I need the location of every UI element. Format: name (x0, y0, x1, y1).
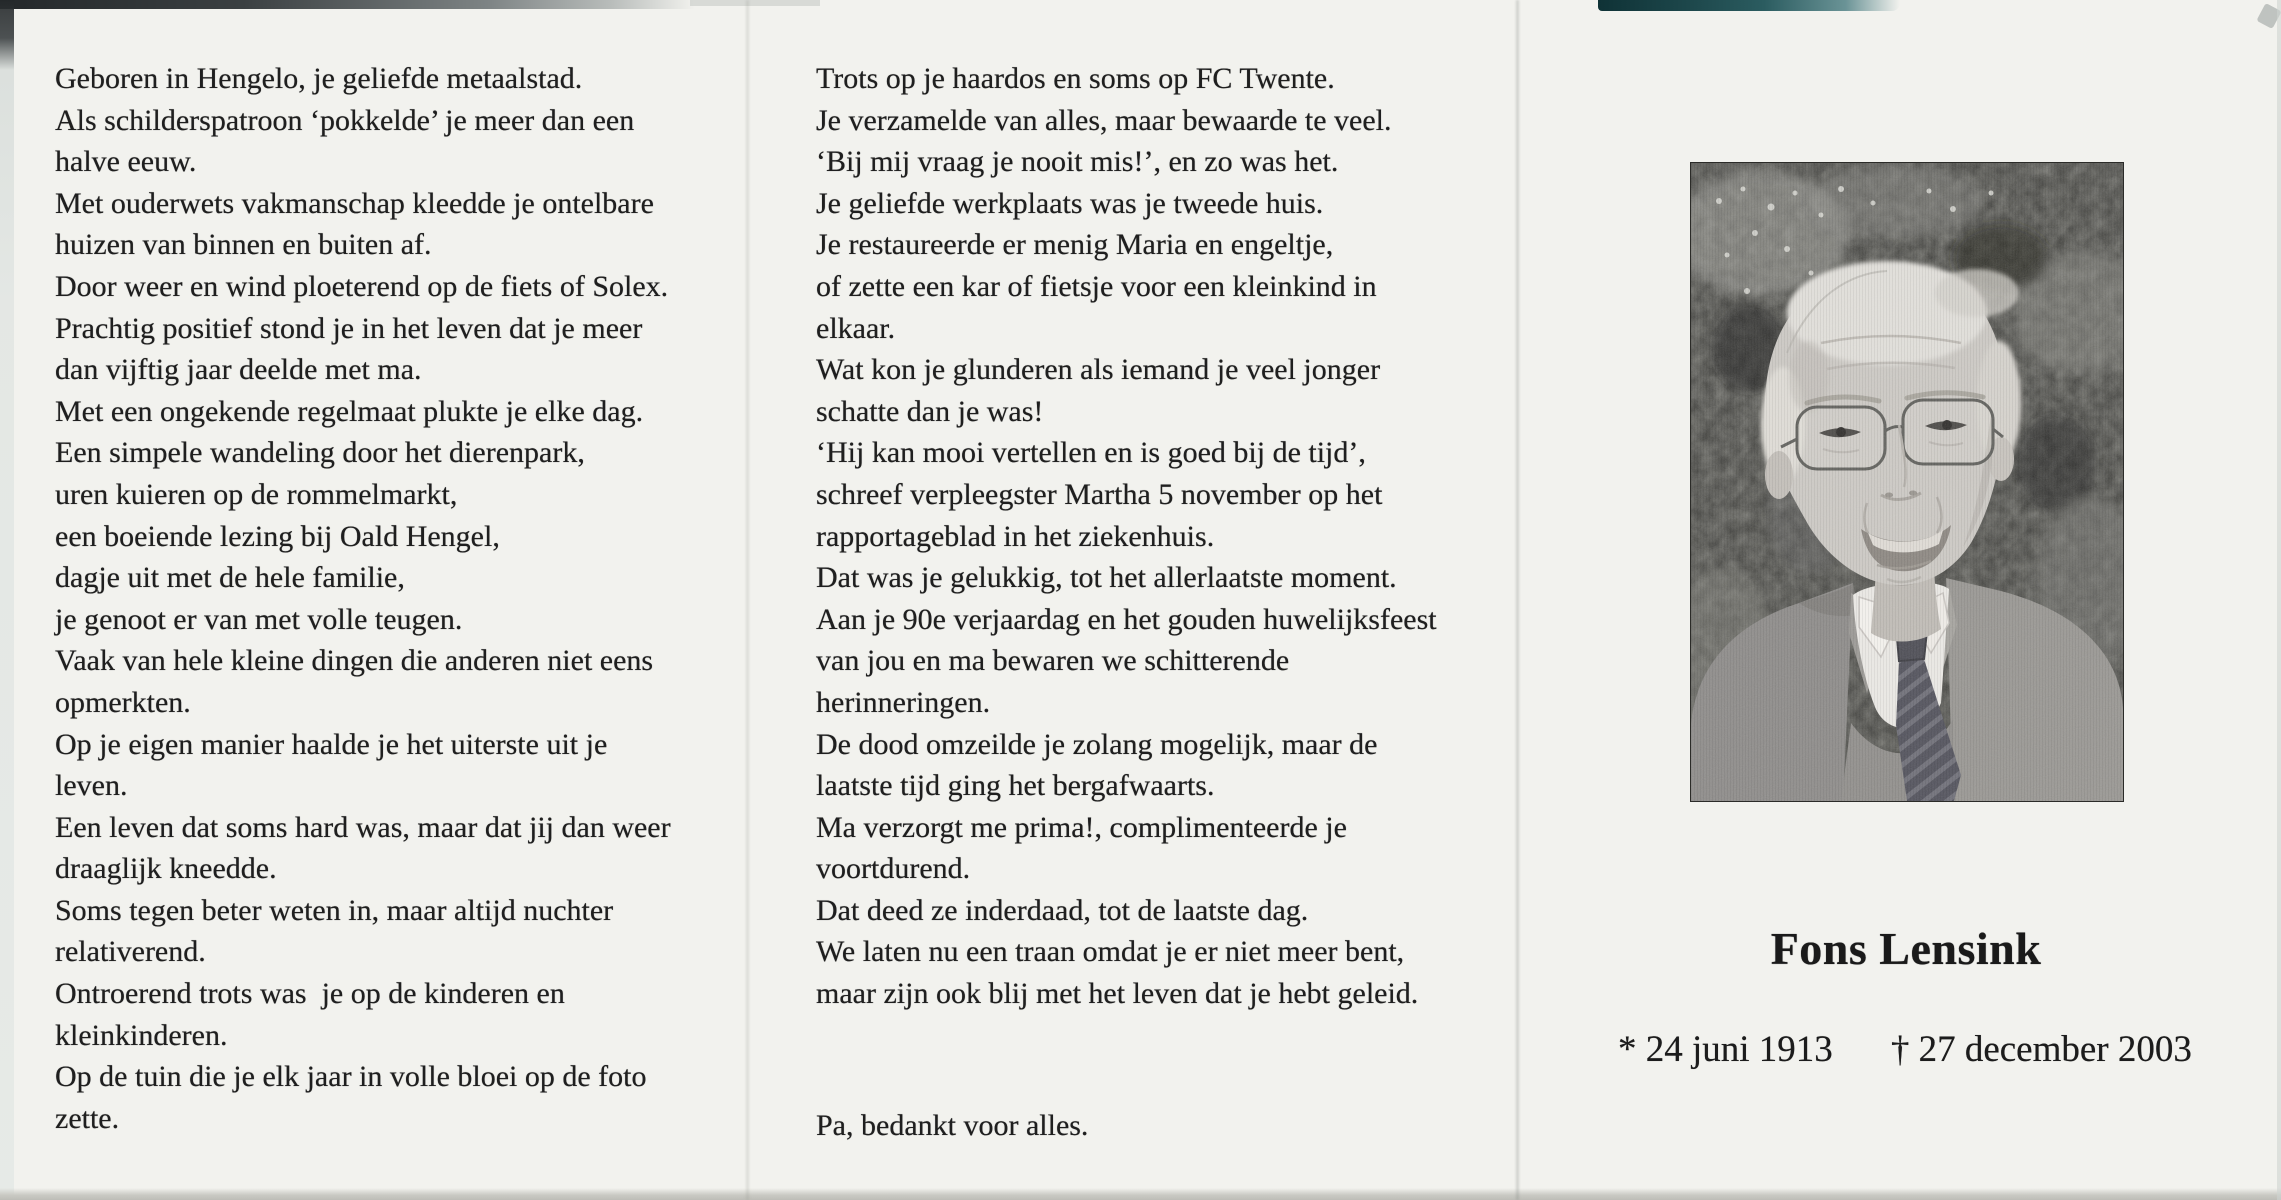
poem-line: Geboren in Hengelo, je geliefde metaalstad. (55, 62, 583, 95)
fold-crease-right (1516, 0, 1519, 1200)
poem-line: leven. (55, 769, 128, 803)
poem-line: je genoot er van met volle teugen. (55, 602, 463, 636)
poem-line: Ma verzorgt me prima!, complimenteerde je (816, 810, 1347, 844)
poem-line: Je verzamelde van alles, maar bewaarde te veel. (816, 103, 1392, 137)
poem-line: We laten nu een traan omdat je er niet meer bent, (816, 935, 1405, 969)
poem-line: laatste tijd ging het bergafwaarts. (816, 769, 1215, 803)
poem-line: Trots op je haardos en soms op FC Twente. (816, 62, 1335, 95)
scan-teal-edge-mark (1598, 0, 1900, 11)
fold-crease-left (746, 0, 749, 1200)
poem-line: huizen van binnen en buiten af. (55, 228, 432, 262)
poem-line: opmerkten. (55, 685, 191, 719)
poem-column-middle (816, 58, 1516, 1015)
poem-line: Op je eigen manier haalde je het uiterste uit je (55, 727, 608, 761)
scan-right-edge (2277, 0, 2281, 1200)
poem-line: rapportageblad in het ziekenhuis. (816, 519, 1215, 553)
poem-line: Dat deed ze inderdaad, tot de laatste dag. (816, 893, 1309, 927)
poem-line: relativerend. (55, 935, 206, 969)
poem-line: kleinkinderen. (55, 1018, 228, 1052)
poem-line: of zette een kar of fietsje voor een kleinkind in (816, 269, 1377, 303)
poem-line: Een leven dat soms hard was, maar dat jij dan weer (55, 810, 671, 844)
poem-line: Met ouderwets vakmanschap kleedde je ontelbare (55, 186, 654, 220)
poem-line: Dat was je gelukkig, tot het allerlaatste moment. (816, 561, 1397, 595)
scan-bottom-edge (0, 1188, 2281, 1200)
poem-line: een boeiende lezing bij Oald Hengel, (55, 519, 500, 553)
poem-line: Je geliefde werkplaats was je tweede huis. (816, 186, 1324, 220)
death-date: † 27 december 2003 (1890, 1029, 2192, 1070)
poem-line: Door weer en wind ploeterend op de fiets of Solex. (55, 269, 669, 303)
poem-line: Ontroerend trots was je op de kinderen en (55, 977, 565, 1011)
poem-line: voortdurend. (816, 852, 971, 886)
scan-top-edge-faint (690, 0, 820, 6)
portrait-illustration (1691, 163, 2123, 801)
poem-line: zette. (55, 1101, 120, 1135)
poem-line: Als schilderspatroon ‘pokkelde’ je meer dan een (55, 103, 635, 137)
poem-line: van jou en ma bewaren we schitterende (816, 644, 1290, 678)
poem-line: elkaar. (816, 311, 896, 345)
deceased-name: Fons Lensink (1770, 923, 2042, 974)
poem-line: De dood omzeilde je zolang mogelijk, maar de (816, 727, 1378, 761)
poem-line: dagje uit met de hele familie, (55, 561, 405, 595)
poem-line: schatte dan je was! (816, 394, 1044, 428)
portrait-photo (1690, 162, 2124, 802)
poem-line: maar zijn ook blij met het leven dat je hebt geleid. (816, 977, 1419, 1011)
poem-line: ‘Hij kan mooi vertellen en is goed bij de tijd’, (816, 436, 1366, 470)
poem-line: Je restaureerde er menig Maria en engeltje, (816, 228, 1334, 262)
poem-line: Wat kon je glunderen als iemand je veel jonger (816, 353, 1381, 387)
poem-line: Op de tuin die je elk jaar in volle bloei op de foto (55, 1060, 647, 1094)
poem-line: herinneringen. (816, 685, 991, 719)
poem-line: Soms tegen beter weten in, maar altijd nuchter (55, 893, 614, 927)
poem-line: Met een ongekende regelmaat plukte je elke dag. (55, 394, 644, 428)
poem-line: uren kuieren op de rommelmarkt, (55, 477, 458, 511)
poem-line: Vaak van hele kleine dingen die anderen niet eens (55, 644, 654, 678)
poem-line: Een simpele wandeling door het dierenpark, (55, 436, 585, 470)
poem-line: Prachtig positief stond je in het leven dat je meer (55, 311, 643, 345)
poem-line: Aan je 90e verjaardag en het gouden huwelijksfeest (816, 602, 1437, 636)
birth-date: * 24 juni 1913 (1618, 1029, 1833, 1070)
poem-column-left (55, 58, 745, 1139)
scan-top-edge-shadow (0, 0, 695, 9)
poem-line: schreef verpleegster Martha 5 november op het (816, 477, 1383, 511)
poem-line: draaglijk kneedde. (55, 852, 277, 886)
closing-line: Pa, bedankt voor alles. (816, 1109, 1089, 1142)
life-dates (1618, 1028, 2192, 1071)
poem-line: ‘Bij mij vraag je nooit mis!’, en zo was het. (816, 145, 1339, 179)
poem-line: dan vijftig jaar deelde met ma. (55, 353, 422, 387)
poem-line: halve eeuw. (55, 145, 197, 179)
scan-left-edge (0, 0, 14, 1200)
